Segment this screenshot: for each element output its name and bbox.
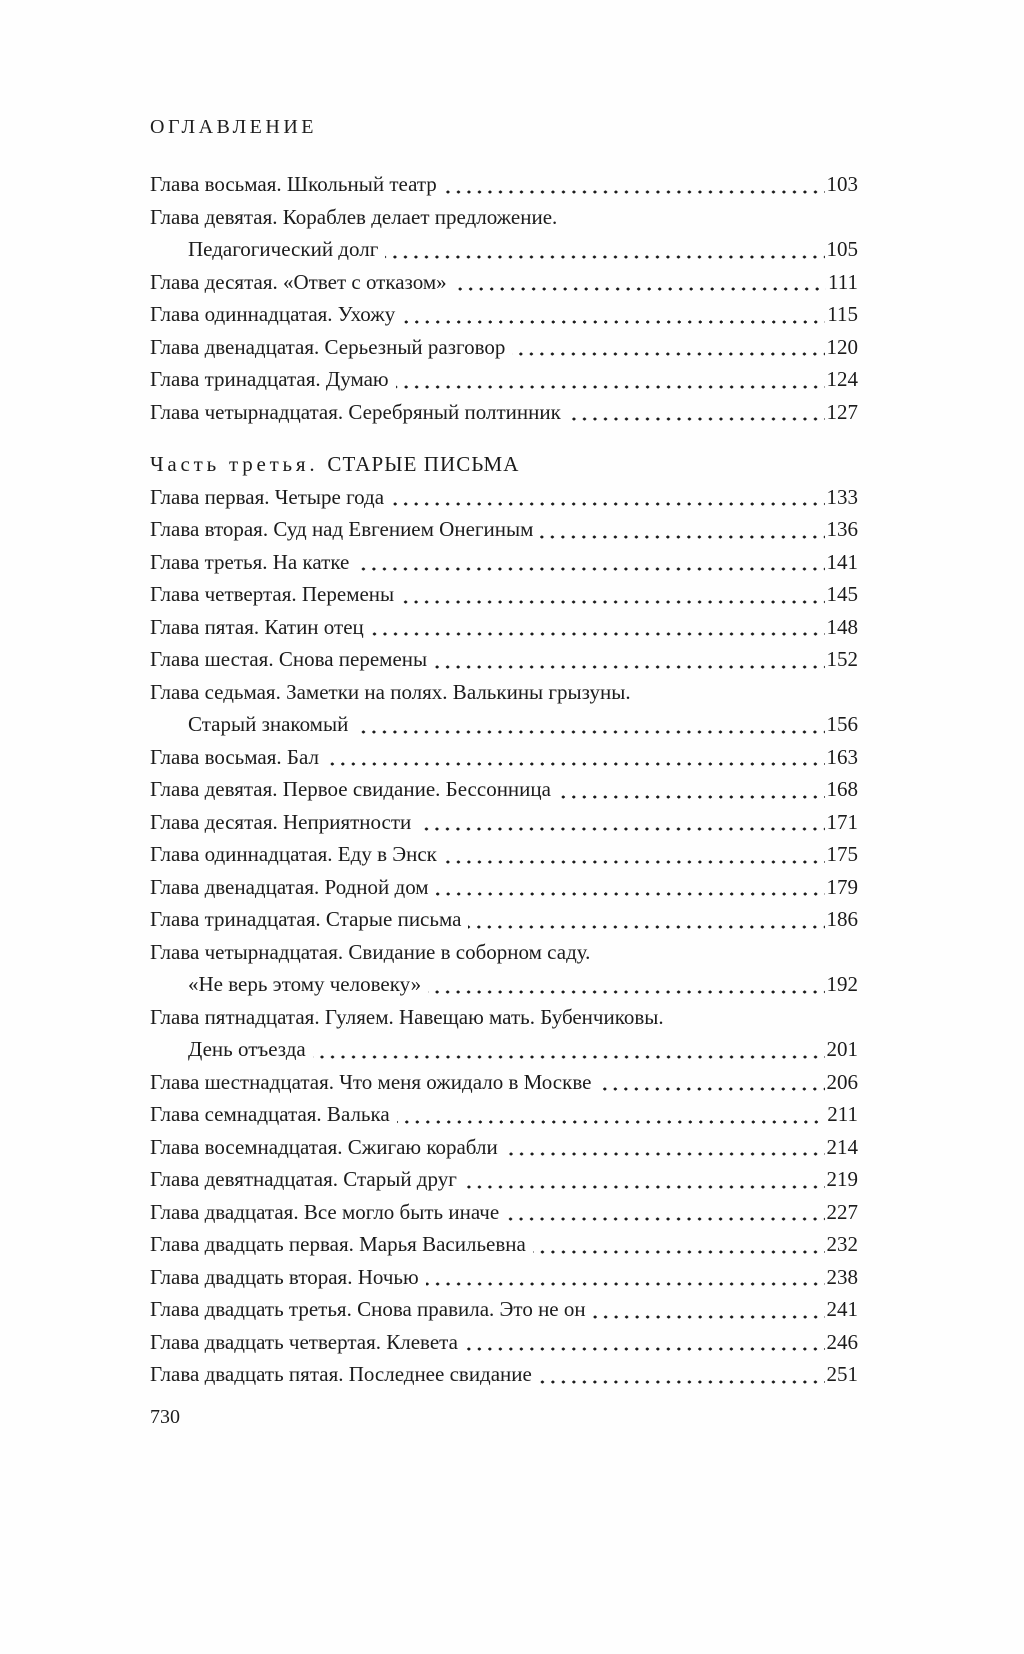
toc-entry-title: «Не верь этому человеку»: [188, 972, 422, 996]
toc-page-number: 171: [826, 809, 858, 834]
toc-page-number: 133: [826, 484, 858, 509]
toc-line: [150, 643, 858, 676]
dot-leader: [385, 233, 824, 266]
toc-line: [150, 481, 858, 514]
toc-entry: [150, 1228, 858, 1261]
toc-page-number: 201: [826, 1037, 858, 1061]
toc-line: [150, 1001, 858, 1034]
page-header-title: ОГЛАВЛЕНИЕ: [150, 116, 317, 138]
toc-page-number: 246: [826, 1329, 858, 1354]
toc-line: [150, 1098, 858, 1131]
toc-page-number: 168: [826, 777, 858, 801]
toc-entry: [150, 363, 858, 396]
dot-leader: [539, 1358, 825, 1391]
toc-page-number: 241: [826, 1297, 858, 1321]
toc-entry-title: Глава одиннадцатая. Еду в Энск: [150, 842, 437, 866]
toc-entry: [150, 168, 858, 201]
toc-page-number: 141: [826, 549, 858, 574]
toc-page-number: 219: [826, 1167, 858, 1191]
toc-line: [150, 773, 858, 806]
toc-entry-title: Глава семнадцатая. Валька: [150, 1102, 390, 1126]
toc-line: [150, 936, 858, 969]
dot-leader: [468, 903, 824, 936]
toc-entry: [150, 481, 858, 514]
toc-entry-title: Глава двадцать третья. Снова правила. Это не он: [150, 1297, 586, 1321]
toc-line: [150, 1261, 858, 1294]
toc-entry: [150, 396, 858, 429]
toc-entry-title: Педагогический долг: [188, 237, 379, 261]
toc-entry-title: Глава двадцатая. Все могло быть иначе: [150, 1199, 500, 1224]
toc-line: [150, 201, 858, 234]
toc-entry: [150, 643, 858, 676]
dot-leader: [313, 1033, 825, 1066]
dot-leader: [533, 1228, 825, 1261]
toc-entry-title: Глава восьмая. Школьный театр: [150, 172, 437, 196]
toc-page-number: 179: [826, 874, 858, 899]
toc-entry-title: Глава двадцать вторая. Ночью: [150, 1264, 419, 1289]
toc-page-number: 111: [828, 269, 858, 294]
toc-entry-title: Глава девятая. Кораблев делает предложение.: [150, 204, 558, 229]
dot-leader: [326, 741, 825, 774]
toc-section-heading: [150, 448, 858, 481]
toc-entry: [150, 546, 858, 579]
toc-entry-title: Глава третья. На катке: [150, 549, 350, 574]
toc-line: [150, 1066, 858, 1099]
dot-leader: [391, 481, 824, 514]
toc-page-number: 120: [826, 334, 858, 359]
dot-leader: [505, 1131, 825, 1164]
toc-line: [150, 578, 858, 611]
toc-entry: [150, 1066, 858, 1099]
toc-page-number: 152: [826, 647, 858, 671]
dot-leader: [598, 1066, 824, 1099]
dot-leader: [444, 168, 825, 201]
toc-line: [150, 1131, 858, 1164]
toc-entry-title: Глава двадцать четвертая. Клевета: [150, 1329, 458, 1354]
toc-page-number: 115: [827, 302, 858, 326]
toc-line: [150, 806, 858, 839]
toc-page-number: 124: [826, 367, 858, 391]
toc-entry: [150, 513, 858, 546]
toc-entry: [150, 611, 858, 644]
dot-leader: [540, 513, 824, 546]
toc-entry-title: Глава шестнадцатая. Что меня ожидало в Москве: [150, 1069, 592, 1094]
toc-page-number: 156: [826, 712, 858, 736]
toc-entry: [150, 1261, 858, 1294]
toc-line: [150, 266, 858, 299]
toc-entry: [150, 838, 858, 871]
toc-line: [150, 363, 858, 396]
dot-leader: [454, 266, 826, 299]
toc-entry-title: Глава двадцать первая. Марья Васильевна: [150, 1232, 526, 1256]
toc-page-number: 127: [826, 399, 858, 424]
dot-leader: [426, 1261, 825, 1294]
toc-entry: [150, 1131, 858, 1164]
dot-leader: [418, 806, 824, 839]
dot-leader: [397, 1098, 826, 1131]
dot-leader: [464, 1163, 825, 1196]
toc-line: [150, 708, 858, 741]
dot-leader: [558, 773, 825, 806]
toc-entry: [150, 1196, 858, 1229]
toc-entry-title: Глава вторая. Суд над Евгением Онегиным: [150, 517, 534, 541]
toc-line: [150, 838, 858, 871]
toc-entry-title: Глава девятнадцатая. Старый друг: [150, 1167, 457, 1191]
toc-entry-title: Глава пятая. Катин отец: [150, 614, 364, 639]
dot-leader: [465, 1326, 825, 1359]
toc-entry-title: Глава одиннадцатая. Ухожу: [150, 302, 396, 326]
toc-entry-title: Глава восемнадцатая. Сжигаю корабли: [150, 1134, 498, 1159]
toc-entry-title: Глава шестая. Снова перемены: [150, 647, 428, 671]
toc-entry: [150, 1358, 858, 1391]
toc-line: [150, 1293, 858, 1326]
dot-leader: [396, 363, 825, 396]
toc-line: [150, 513, 858, 546]
toc-page-number: 105: [826, 237, 858, 261]
toc-page-number: 238: [826, 1264, 858, 1289]
toc-entry-title: День отъезда: [188, 1037, 306, 1061]
toc-line: [150, 1163, 858, 1196]
dot-leader: [371, 611, 825, 644]
toc-page-number: 145: [826, 582, 858, 606]
dot-leader: [402, 298, 825, 331]
toc-entry: [150, 903, 858, 936]
page-number-footer: 730: [150, 1405, 180, 1428]
toc-entry-title: Глава первая. Четыре года: [150, 484, 385, 509]
toc-entry-title: Глава тринадцатая. Старые письма: [150, 907, 462, 931]
toc-entry-title: Глава четырнадцатая. Серебряный полтинник: [150, 399, 561, 424]
toc-page-number: 163: [826, 744, 858, 769]
toc-line: [150, 331, 858, 364]
toc-line: [150, 1358, 858, 1391]
dot-leader: [568, 396, 825, 429]
toc-entry: [150, 1293, 858, 1326]
toc-entry: [150, 806, 858, 839]
toc-line: [150, 1196, 858, 1229]
toc-line: [150, 968, 858, 1001]
toc-entry-title: Глава девятая. Первое свидание. Бессонница: [150, 777, 551, 801]
toc-entry-title: Глава десятая. Неприятности: [150, 809, 412, 834]
toc-line: [150, 676, 858, 709]
toc-entry: [150, 298, 858, 331]
toc-line: [150, 741, 858, 774]
toc-line: [150, 546, 858, 579]
toc-line: [150, 168, 858, 201]
dot-leader: [434, 643, 824, 676]
dot-leader: [428, 968, 824, 1001]
toc-entry: [150, 578, 858, 611]
toc-entry: [150, 1001, 858, 1066]
toc-entry-title: Глава десятая. «Ответ с отказом»: [150, 269, 447, 294]
dot-leader: [506, 1196, 824, 1229]
toc-entry-title: Глава тринадцатая. Думаю: [150, 367, 389, 391]
toc-page-number: 227: [826, 1199, 858, 1224]
toc-line: [150, 1326, 858, 1359]
toc-entry: [150, 773, 858, 806]
dot-leader: [444, 838, 825, 871]
toc-line: [150, 611, 858, 644]
toc-line: [150, 903, 858, 936]
toc-page-number: 206: [826, 1069, 858, 1094]
toc-entry: [150, 676, 858, 741]
toc-entry-title: Глава пятнадцатая. Гуляем. Навещаю мать. Бубенчиковы.: [150, 1004, 664, 1029]
toc-line: [150, 1033, 858, 1066]
toc-entry-title: Глава двенадцатая. Серьезный разговор: [150, 334, 506, 359]
toc-page-number: 232: [826, 1232, 858, 1256]
toc-line: [150, 233, 858, 266]
dot-leader: [356, 546, 824, 579]
section-heading-lead: Часть третья.: [150, 452, 328, 476]
toc-entry: [150, 871, 858, 904]
toc-page-number: 103: [826, 172, 858, 196]
toc-page-number: 148: [826, 614, 858, 639]
dot-leader: [593, 1293, 825, 1326]
dot-leader: [436, 871, 825, 904]
toc-page-number: 211: [827, 1102, 858, 1126]
toc-entry-title: Глава двадцать пятая. Последнее свидание: [150, 1362, 532, 1386]
toc-entry: [150, 201, 858, 266]
section-heading-title: СТАРЫЕ ПИСЬМА: [327, 452, 520, 476]
toc-page-number: 136: [826, 517, 858, 541]
toc-entry-title: Старый знакомый: [188, 712, 349, 736]
toc-page-number: 251: [826, 1362, 858, 1386]
toc-entry-title: Глава восьмая. Бал: [150, 744, 319, 769]
toc-page-number: 192: [826, 972, 858, 996]
toc-line: [150, 871, 858, 904]
toc-page-number: 214: [826, 1134, 858, 1159]
toc-line: [150, 396, 858, 429]
dot-leader: [355, 708, 824, 741]
toc-entry: [150, 741, 858, 774]
toc-entry: [150, 1163, 858, 1196]
toc-entry: [150, 936, 858, 1001]
toc-entry-title: Глава четвертая. Перемены: [150, 582, 395, 606]
toc-list: [150, 168, 858, 1391]
toc-line: [150, 1228, 858, 1261]
toc-entry: [150, 1098, 858, 1131]
toc-entry: [150, 331, 858, 364]
toc-entry-title: Глава двенадцатая. Родной дом: [150, 874, 429, 899]
toc-line: [150, 298, 858, 331]
toc-page-number: 175: [826, 842, 858, 866]
toc-entry-title: Глава четырнадцатая. Свидание в соборном саду.: [150, 939, 591, 964]
toc-entry: [150, 1326, 858, 1359]
toc-entry-title: Глава седьмая. Заметки на полях. Валькины грызуны.: [150, 679, 631, 704]
toc-page-number: 186: [826, 907, 858, 931]
toc-entry: [150, 266, 858, 299]
dot-leader: [401, 578, 824, 611]
dot-leader: [512, 331, 824, 364]
